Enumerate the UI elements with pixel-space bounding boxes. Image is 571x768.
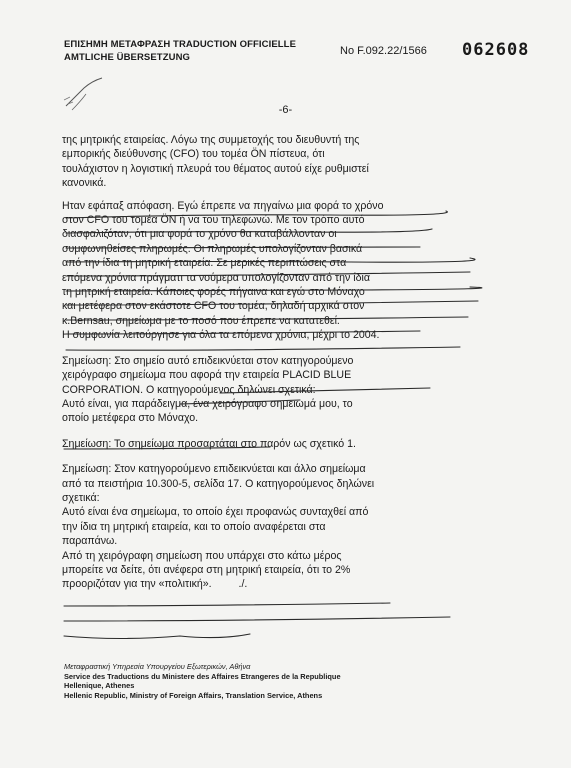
header-line-1: ΕΠΙΣΗΜΗ ΜΕΤΑΦΡΑΣΗ TRADUCTION OFFICIELLE [64, 39, 297, 50]
note-1-line-4: Αυτό είναι, για παράδειγμα, ένα χειρόγραφο σημειωμά μου, το [62, 397, 353, 410]
reference-number: No F.092.22/1566 [340, 45, 427, 57]
note-3-line-3: σχετικά: [62, 491, 100, 504]
paragraph-2-line-7: τη μητρική εταιρεία. Κάποιες φορές πήγαινα και εγώ στο Μόναχο [62, 286, 365, 299]
paragraph-2-line-5: από την ίδια τη μητρική εταιρεία. Σε μερικές περιπτώσεις στα [62, 257, 347, 270]
note-3-line-1: Σημείωση: Στον κατηγορούμενο επιδεικνύεται και άλλο σημείωμα [62, 463, 366, 476]
footer-line-2: Service des Traductions du Ministere des Affaires Etrangeres de la Republique [64, 671, 341, 681]
note-3-line-2: από τα πειστήρια 10.300-5, σελίδα 17. Ο κατηγορούμενος δηλώνει [62, 477, 375, 490]
footer [64, 662, 341, 700]
note-3-line-9 [62, 577, 482, 591]
header-line-2: AMTLICHE ÜBERSETZUNG [64, 52, 191, 63]
note-1-line-2: χειρόγραφο σημείωμα που αφορά την εταιρεία PLACID BLUE [62, 369, 352, 382]
note-3-line-5: την ίδια τη μητρική εταιρεία, και το οποίο αναφέρεται στα [62, 520, 326, 533]
note-3-line-8: μπορείτε να δείτε, ότι ανέφερα στη μητρική εταιρεία, ότι το 2% [62, 563, 351, 576]
paragraph-1-line-2: εμπορικής διεύθυνσης (CFO) του τομέα ÖN πίστευα, ότι [62, 148, 325, 161]
end-mark: ./. [238, 578, 248, 591]
note-3-line-9-text: προοριζόταν για την «πολιτική». [62, 578, 212, 591]
note-3-line-4: Αυτό είναι ένα σημείωμα, το οποίο έχει προφανώς συνταχθεί από [62, 506, 369, 519]
paragraph-2-line-6: επόμενα χρόνια πράγματι τα νούμερα υπολογίζονταν από την ίδια [62, 271, 370, 284]
paragraph-2-line-10: Η συμφωνία λειτούργησε για όλα τα επόμενα χρόνια, μέχρι το 2004. [62, 329, 380, 342]
paragraph-1-line-4: κανονικά. [62, 177, 107, 190]
paragraph-2-line-8: και μετέφερα στον εκάστοτε CFO του τομέα, δηλαδή αρχικά στον [62, 300, 365, 313]
note-3-line-6: παραπάνω. [62, 535, 118, 548]
paragraph-1-line-1: της μητρικής εταιρείας. Λόγω της συμμετοχής του διευθυντή της [62, 134, 360, 146]
document-body [62, 133, 482, 592]
serial-number: 062608 [462, 40, 530, 60]
note-1-line-1: Σημείωση: Στο σημείο αυτό επιδεικνύεται στον κατηγορούμενο [62, 354, 354, 367]
note-3-line-7: Από τη χειρόγραφη σημείωση που υπάρχει στο κάτω μέρος [62, 549, 342, 562]
note-1-line-5: οποίο μετέφερα στο Μόναχο. [62, 412, 199, 425]
paragraph-2-line-4: συμφωνηθείσες πληρωμές. Οι πληρωμές υπολογίζονταν βασικά [62, 242, 363, 255]
paragraph-2-line-3: διασφαλιζόταν, ότι μια φορά το χρόνο θα καταβάλλονταν οι [62, 228, 337, 241]
paragraph-2-line-1: Ηταν εφάπαξ απόφαση. Εγώ έπρεπε να πηγαίνω μια φορά το χρόνο [62, 199, 384, 212]
page-number: -6- [278, 104, 293, 116]
footer-line-3: Hellenique, Athenes [64, 681, 135, 691]
paragraph-1-line-3: τουλάχιστον η λογιστική πλευρά του θέματος αυτού είχε ρυθμιστεί [62, 162, 369, 175]
footer-line-1: Μεταφραστική Υπηρεσία Υπουργείου Εξωτερικών, Αθήνα [64, 662, 251, 671]
paragraph-2-line-2: στον CFO του τομέα ÖN ή να του τηλεφωνώ. Με τον τρόπο αυτό [62, 214, 365, 227]
note-2-line-1: Σημείωση: Το σημείωμα προσαρτάται στο παρόν ως σχετικό 1. [62, 437, 356, 450]
header-titles [64, 38, 296, 64]
note-1-line-3: CORPORATION. Ο κατηγορούμενος δηλώνει σχετικά: [62, 383, 316, 396]
footer-line-4: Hellenic Republic, Ministry of Foreign Affairs, Translation Service, Athens [64, 690, 323, 700]
paragraph-2-line-9: κ.Bernsau, σημείωμα με το ποσό που έπρεπε να κατατεθεί. [62, 314, 340, 327]
